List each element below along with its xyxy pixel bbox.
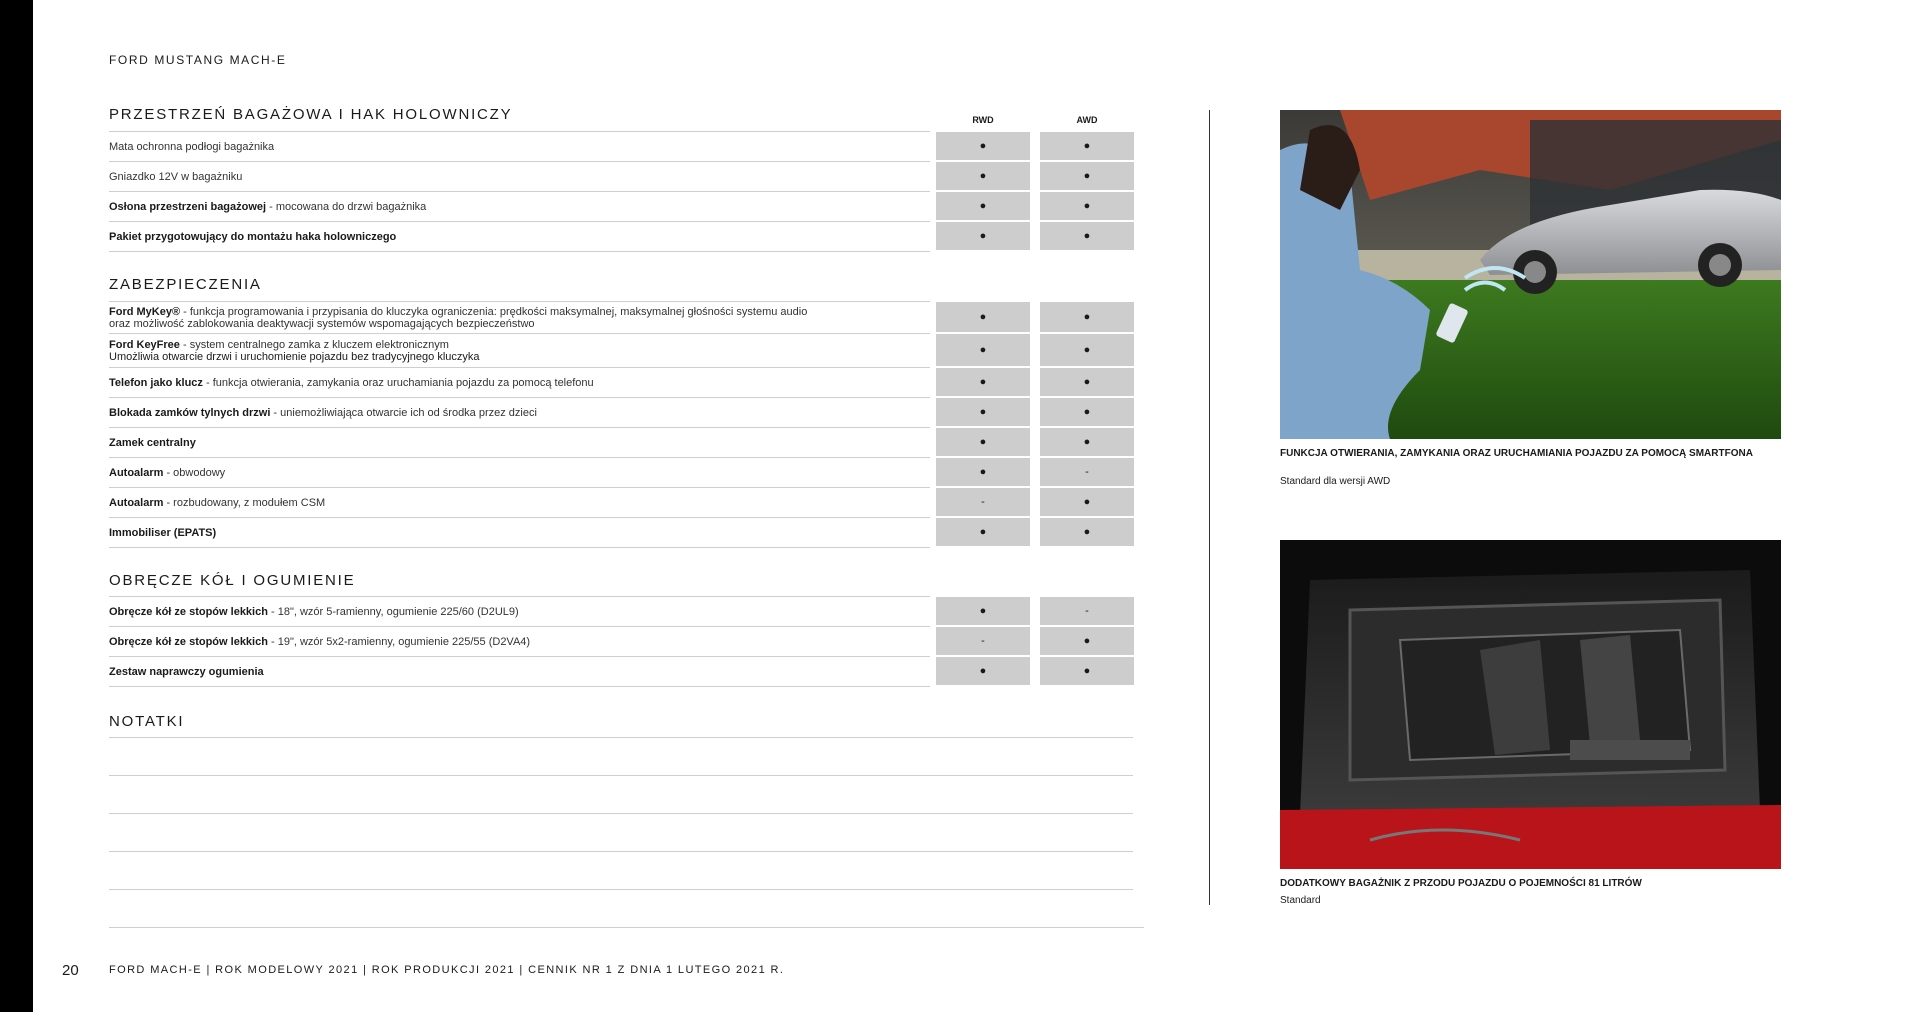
availability-cell-awd: ● [1040, 657, 1134, 685]
row-label [109, 231, 396, 243]
availability-cell-rwd: ● [936, 458, 1030, 486]
row-label [109, 339, 480, 363]
row-label-bold: Osłona przestrzeni bagażowej [109, 200, 267, 213]
row-label-bold: Telefon jako klucz [109, 376, 203, 389]
availability-cell-rwd: ● [936, 132, 1030, 160]
availability-cell-rwd: ● [936, 398, 1030, 426]
availability-cell-awd: ● [1040, 428, 1134, 456]
table-row [109, 368, 930, 398]
table-row [109, 132, 930, 162]
row-label-detail: Gniazdko 12V w bagażniku [109, 170, 243, 183]
row-label [109, 636, 530, 648]
brand-header: FORD MUSTANG MACH-E [109, 53, 287, 67]
row-label [109, 306, 829, 330]
notes-title: NOTATKI [109, 713, 185, 730]
availability-cell-awd: - [1040, 458, 1134, 486]
section-title: OBRĘCZE KÓŁ I OGUMIENIE [109, 572, 356, 589]
table-row [109, 192, 930, 222]
column-divider [1209, 110, 1210, 905]
photo-frunk [1280, 540, 1781, 869]
row-label-detail: - mocowana do drzwi bagażnika [266, 200, 427, 213]
row-label-bold: Zestaw naprawczy ogumienia [109, 665, 264, 678]
row-label [109, 527, 216, 539]
row-label [109, 377, 594, 389]
section-title: PRZESTRZEŃ BAGAŻOWA I HAK HOLOWNICZY [109, 106, 513, 123]
row-label [109, 467, 225, 479]
availability-cell-awd: ● [1040, 334, 1134, 366]
availability-cell-awd: ● [1040, 398, 1134, 426]
table-row [109, 518, 930, 548]
column-header-awd: AWD [1076, 115, 1098, 125]
photo-caption-title: FUNKCJA OTWIERANIA, ZAMYKANIA ORAZ URUCHAMIANIA POJAZDU ZA POMOCĄ SMARTFONA [1280, 448, 1753, 459]
availability-cell-awd: ● [1040, 518, 1134, 546]
availability-cell-rwd: ● [936, 368, 1030, 396]
note-line [109, 927, 1144, 928]
row-label [109, 606, 519, 618]
row-label-bold: Obręcze kół ze stopów lekkich [109, 635, 268, 648]
availability-cell-rwd: ● [936, 657, 1030, 685]
table-row [109, 222, 930, 252]
availability-cell-rwd: - [936, 627, 1030, 655]
row-label-detail: - uniemożliwiająca otwarcie ich od środka przez dzieci [270, 406, 537, 419]
availability-cell-awd: ● [1040, 488, 1134, 516]
availability-cell-rwd: ● [936, 334, 1030, 366]
row-label-detail: - 18", wzór 5-ramienny, ogumienie 225/60 (D2UL9) [267, 605, 519, 618]
table-row [109, 334, 930, 368]
table-row [109, 597, 930, 627]
row-label-detail: - obwodowy [163, 466, 226, 479]
availability-cell-awd: ● [1040, 132, 1134, 160]
row-label-detail: - 19", wzór 5x2-ramienny, ogumienie 225/55 (D2VA4) [267, 635, 531, 648]
table-row [109, 302, 930, 334]
photo-phone-key [1280, 110, 1781, 439]
row-label-bold: Autoalarm [109, 496, 164, 509]
page-number: 20 [62, 962, 79, 979]
note-line [109, 851, 1133, 852]
row-label-detail: - funkcja programowania i przypisania do kluczyka ograniczenia: prędkości maksymalnej, maksymalnej głośności systemu audio oraz możliwość zablokowania deaktywacji systemów wspomagających bezpieczeństwo [109, 305, 808, 330]
availability-cell-awd: ● [1040, 222, 1134, 250]
availability-cell-awd: ● [1040, 627, 1134, 655]
row-label-bold: Pakiet przygotowujący do montażu haka holowniczego [109, 230, 397, 243]
row-label-bold: Immobiliser (EPATS) [109, 526, 217, 539]
table-row [109, 162, 930, 192]
table-row [109, 488, 930, 518]
row-label-detail: - rozbudowany, z modułem CSM [163, 496, 326, 509]
table-row [109, 627, 930, 657]
column-header-rwd: RWD [972, 115, 994, 125]
row-label-bold: Ford MyKey® [109, 305, 181, 318]
availability-cell-rwd: - [936, 488, 1030, 516]
footer-text: FORD MACH-E | ROK MODELOWY 2021 | ROK PRODUKCJI 2021 | CENNIK NR 1 Z DNIA 1 LUTEGO 2021 R. [109, 964, 785, 976]
table-row [109, 398, 930, 428]
note-line [109, 813, 1133, 814]
note-line [109, 775, 1133, 776]
row-label [109, 141, 274, 153]
table-row [109, 657, 930, 687]
row-label [109, 666, 264, 678]
row-label [109, 497, 325, 509]
availability-cell-awd: - [1040, 597, 1134, 625]
photo-caption-sub: Standard [1280, 895, 1321, 906]
row-label-line2: Umożliwia otwarcie drzwi i uruchomienie pojazdu bez tradycyjnego kluczyka [109, 350, 480, 363]
availability-cell-awd: ● [1040, 368, 1134, 396]
row-label [109, 171, 242, 183]
availability-cell-rwd: ● [936, 518, 1030, 546]
table-row [109, 458, 930, 488]
availability-cell-rwd: ● [936, 222, 1030, 250]
row-label-detail: - funkcja otwierania, zamykania oraz uruchamiania pojazdu za pomocą telefonu [202, 376, 594, 389]
availability-cell-rwd: ● [936, 192, 1030, 220]
availability-cell-rwd: ● [936, 597, 1030, 625]
availability-cell-rwd: ● [936, 428, 1030, 456]
row-label-bold: Zamek centralny [109, 436, 196, 449]
table-row [109, 428, 930, 458]
availability-cell-rwd: ● [936, 302, 1030, 332]
row-label-bold: Obręcze kół ze stopów lekkich [109, 605, 268, 618]
row-label-bold: Autoalarm [109, 466, 164, 479]
availability-cell-awd: ● [1040, 302, 1134, 332]
row-label [109, 407, 537, 419]
photo-caption-sub: Standard dla wersji AWD [1280, 476, 1391, 487]
note-line [109, 889, 1133, 890]
note-line [109, 737, 1133, 738]
row-label [109, 437, 196, 449]
row-label-bold: Blokada zamków tylnych drzwi [109, 406, 271, 419]
row-label-detail: - system centralnego zamka z kluczem elektronicznym [179, 338, 449, 351]
row-label-bold: Ford KeyFree [109, 338, 180, 351]
availability-cell-awd: ● [1040, 162, 1134, 190]
availability-cell-rwd: ● [936, 162, 1030, 190]
photo-caption-title: DODATKOWY BAGAŻNIK Z PRZODU POJAZDU O POJEMNOŚCI 81 LITRÓW [1280, 878, 1642, 889]
row-label-detail: Mata ochronna podłogi bagażnika [109, 140, 275, 153]
section-title: ZABEZPIECZENIA [109, 276, 262, 293]
row-label [109, 201, 426, 213]
availability-cell-awd: ● [1040, 192, 1134, 220]
